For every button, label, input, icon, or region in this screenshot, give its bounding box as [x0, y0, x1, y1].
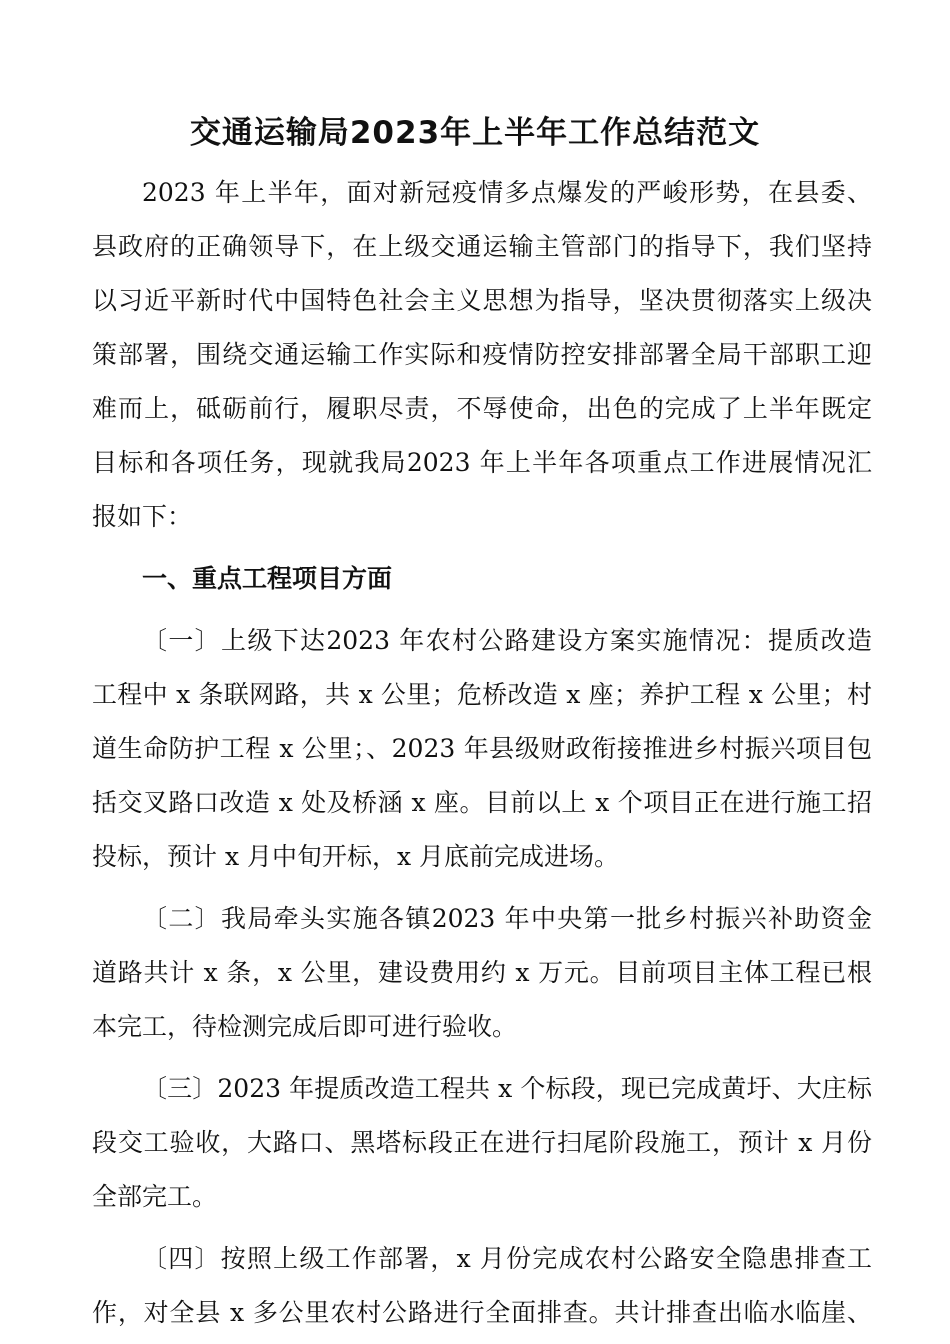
text-line: 〔三〕2023 年提质改造工程共 x 个标段，现已完成黄圩、大庄标	[142, 1074, 872, 1103]
intro-paragraph	[92, 166, 872, 544]
text-line: 道生命防护工程 x 公里；、2023 年县级财政衔接推进乡村振兴项目包	[92, 734, 872, 763]
item-paragraph-4	[92, 1232, 872, 1340]
text-line: 以习近平新时代中国特色社会主义思想为指导，坚决贯彻落实上级决	[92, 286, 872, 315]
text-line: 难而上，砥砺前行，履职尽责，不辱使命，出色的完成了上半年既定	[92, 394, 872, 423]
text-line: 2023 年上半年，面对新冠疫情多点爆发的严峻形势，在县委、	[142, 178, 872, 207]
item-paragraph-1	[92, 614, 872, 884]
text-line: 报如下：	[92, 502, 193, 531]
text-line: 本完工，待检测完成后即可进行验收。	[92, 1012, 518, 1041]
text-line: 投标，预计 x 月中旬开标，x 月底前完成进场。	[92, 842, 620, 871]
text-line: 工程中 x 条联网路，共 x 公里；危桥改造 x 座；养护工程 x 公里；村	[92, 680, 872, 709]
text-line: 作，对全县 x 多公里农村公路进行全面排查。共计排查出临水临崖、	[92, 1298, 872, 1327]
text-line: 目标和各项任务，现就我局2023 年上半年各项重点工作进展情况汇	[92, 448, 872, 477]
text-line: 括交叉路口改造 x 处及桥涵 x 座。目前以上 x 个项目正在进行施工招	[92, 788, 872, 817]
text-line: 〔二〕我局牵头实施各镇2023 年中央第一批乡村振兴补助资金	[142, 904, 872, 933]
item-paragraph-3	[92, 1062, 872, 1224]
text-line: 〔四〕按照上级工作部署，x 月份完成农村公路安全隐患排查工	[142, 1244, 872, 1273]
section-heading: 一、重点工程项目方面	[142, 564, 393, 593]
text-line: 策部署，围绕交通运输工作实际和疫情防控安排部署全局干部职工迎	[92, 340, 872, 369]
text-line: 全部完工。	[92, 1182, 218, 1211]
document-title: 交通运输局2023年上半年工作总结范文	[189, 115, 761, 151]
text-line: 县政府的正确领导下，在上级交通运输主管部门的指导下，我们坚持	[92, 232, 872, 261]
text-line: 道路共计 x 条，x 公里，建设费用约 x 万元。目前项目主体工程已根	[92, 958, 872, 987]
text-line: 〔一〕上级下达2023 年农村公路建设方案实施情况：提质改造	[142, 626, 872, 655]
text-line: 段交工验收，大路口、黑塔标段正在进行扫尾阶段施工，预计 x 月份	[92, 1128, 872, 1157]
item-paragraph-2	[92, 892, 872, 1054]
document-body	[92, 166, 872, 1340]
